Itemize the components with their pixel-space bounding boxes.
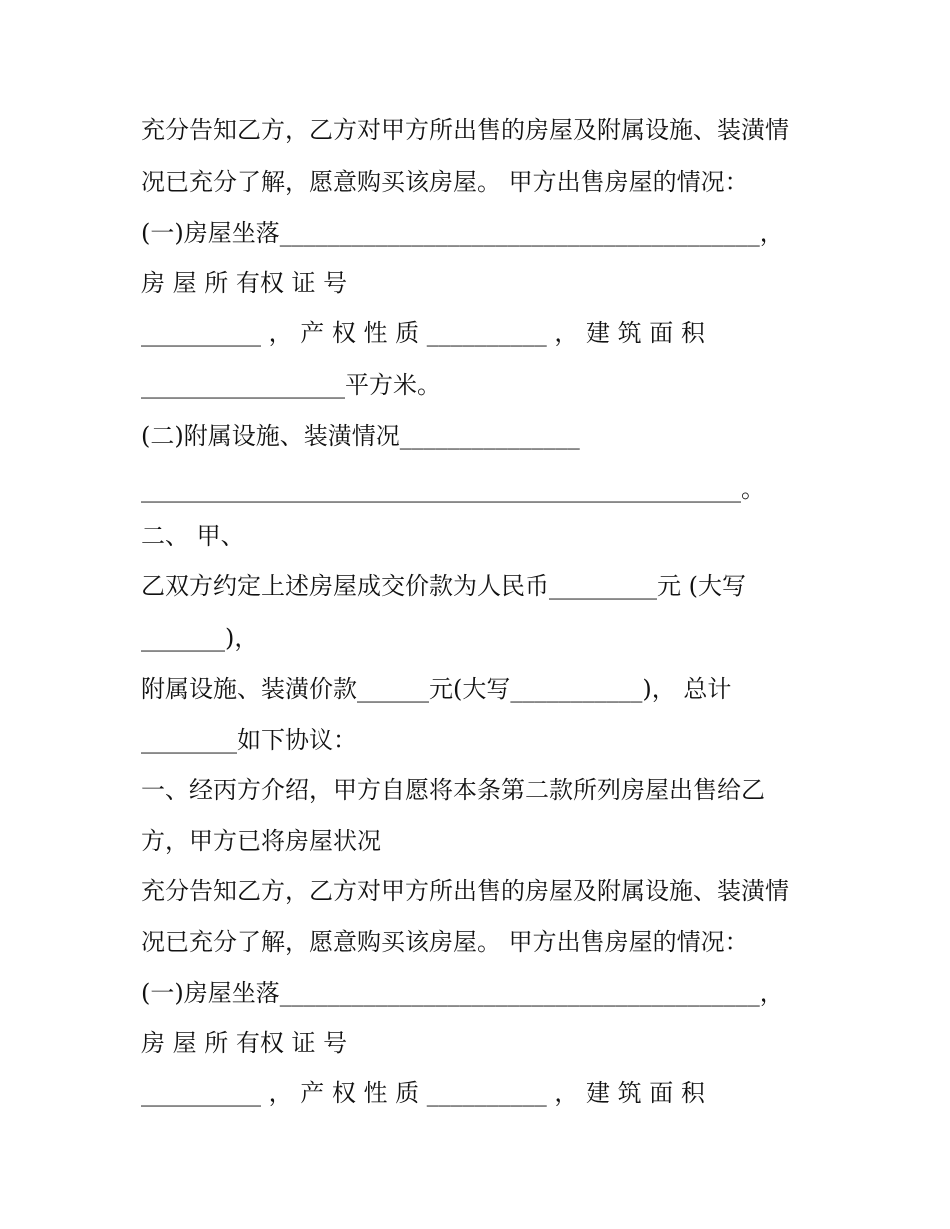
text-line: 一、经丙方介绍，甲方自愿将本条第二款所列房屋出售给乙 [141,776,765,804]
text-line: 房 屋 所 有权 证 号 [141,269,348,297]
text-line: ________如下协议： [141,726,357,754]
text-line: (一)房屋坐落________________________________________， [141,219,784,247]
text-line: 附属设施、装潢价款______元(大写___________)， 总计 [141,675,732,703]
text-line: 况已充分了解，愿意购买该房屋。 甲方出售房屋的情况： [141,928,749,956]
text-line: 乙双方约定上述房屋成交价款为人民币_________元 (大写 [141,572,746,600]
text-line: (一)房屋坐落________________________________________， [141,979,784,1007]
text-line: 充分告知乙方，乙方对甲方所出售的房屋及附属设施、装潢情 [141,877,789,905]
text-line: __________________________________________________。 [141,475,765,503]
text-line: 二、 甲、 [141,522,245,550]
text-line: _______)， [141,624,259,652]
text-line: 方，甲方已将房屋状况 [141,827,381,855]
text-line: __________ ， 产 权 性 质 __________ ， 建 筑 面 积 [141,1079,705,1107]
text-line: 况已充分了解，愿意购买该房屋。 甲方出售房屋的情况： [141,168,749,196]
text-line: __________ ， 产 权 性 质 __________ ， 建 筑 面 积 [141,319,705,347]
text-line: (二)附属设施、装潢情况_______________ [141,422,580,450]
text-line: 房 屋 所 有权 证 号 [141,1029,348,1057]
text-line: 充分告知乙方，乙方对甲方所出售的房屋及附属设施、装潢情 [141,116,789,144]
text-line: _________________平方米。 [141,371,441,399]
